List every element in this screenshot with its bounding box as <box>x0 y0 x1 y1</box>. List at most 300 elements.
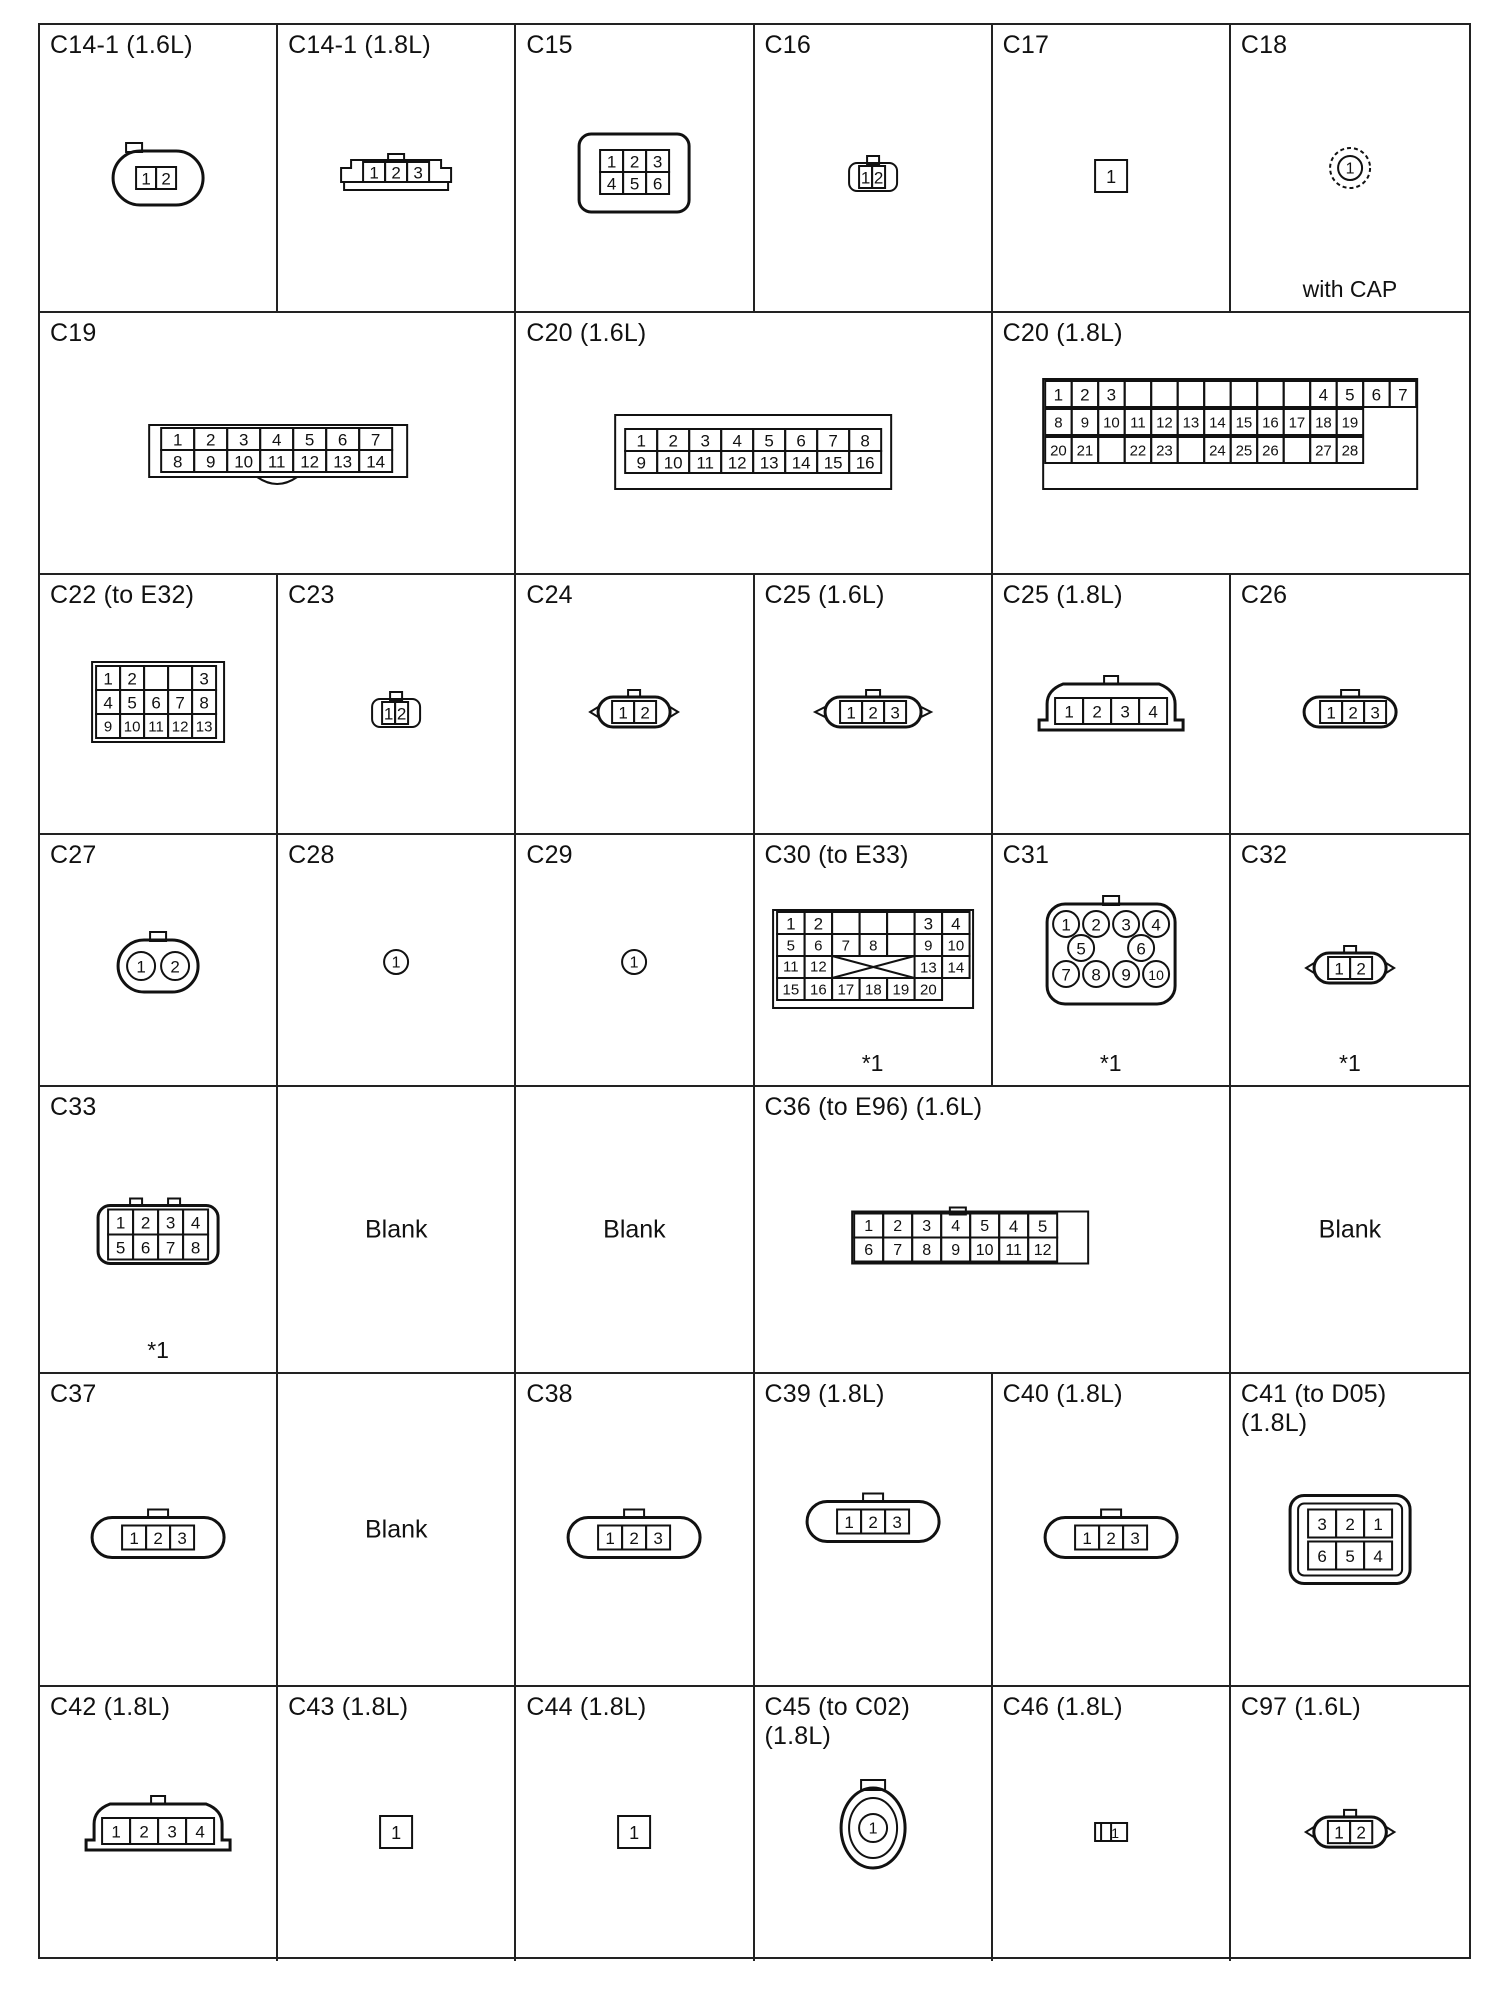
svg-text:6: 6 <box>813 937 823 955</box>
connector-label: C27 <box>50 841 97 869</box>
connector-label: C97 (1.6L) <box>1240 1693 1361 1721</box>
svg-text:13: 13 <box>1182 414 1199 432</box>
svg-text:20: 20 <box>919 981 937 999</box>
svg-text:1: 1 <box>384 704 394 724</box>
svg-text:1: 1 <box>845 703 856 723</box>
connector-label: C44 (1.8L) <box>526 1693 647 1721</box>
svg-text:14: 14 <box>792 453 811 473</box>
connector-diagram-c20-16 <box>516 313 990 573</box>
svg-text:1: 1 <box>1334 959 1344 979</box>
svg-text:11: 11 <box>782 958 799 976</box>
svg-text:5: 5 <box>304 430 315 450</box>
svg-text:19: 19 <box>1341 414 1358 432</box>
svg-text:6: 6 <box>653 174 663 194</box>
svg-text:2: 2 <box>1348 703 1358 723</box>
connector-diagram-c22 <box>40 575 276 833</box>
svg-text:1: 1 <box>391 1823 402 1844</box>
connector-cell-c29 <box>516 835 754 1087</box>
svg-text:4: 4 <box>1373 1547 1383 1566</box>
svg-text:1: 1 <box>1334 1823 1344 1843</box>
connector-diagram-c25-16 <box>755 575 991 833</box>
connector-label: C25 (1.6L) <box>764 581 885 609</box>
svg-text:7: 7 <box>841 937 850 955</box>
svg-text:2: 2 <box>1091 915 1101 935</box>
svg-text:3: 3 <box>1317 1515 1327 1534</box>
connector-cell-c97 <box>1231 1687 1469 1961</box>
svg-text:1: 1 <box>129 1528 139 1548</box>
svg-text:2: 2 <box>1106 1529 1116 1548</box>
svg-text:6: 6 <box>1136 939 1146 959</box>
connector-label: C16 <box>764 31 811 59</box>
connector-cell-c28 <box>278 835 516 1087</box>
connector-label: C41 (to D05) (1.8L) <box>1240 1380 1387 1437</box>
svg-text:3: 3 <box>891 1513 902 1533</box>
connector-diagram-c38 <box>516 1374 752 1685</box>
svg-text:6: 6 <box>151 693 161 713</box>
svg-text:1: 1 <box>1110 1825 1119 1842</box>
svg-text:1: 1 <box>785 914 796 934</box>
svg-text:15: 15 <box>824 453 843 473</box>
svg-text:1: 1 <box>618 703 629 723</box>
svg-text:4: 4 <box>732 431 743 451</box>
svg-text:2: 2 <box>1345 1515 1355 1534</box>
svg-text:9: 9 <box>205 452 216 472</box>
connector-diagram-c45 <box>755 1687 991 1961</box>
svg-text:5: 5 <box>1076 939 1086 959</box>
svg-text:4: 4 <box>1008 1217 1018 1236</box>
svg-text:1: 1 <box>369 163 379 183</box>
svg-text:2: 2 <box>153 1528 163 1548</box>
svg-text:19: 19 <box>891 981 909 999</box>
svg-text:10: 10 <box>1102 414 1120 432</box>
svg-text:2: 2 <box>139 1822 149 1842</box>
svg-text:3: 3 <box>165 1213 176 1233</box>
svg-text:5: 5 <box>979 1218 989 1235</box>
svg-text:10: 10 <box>234 452 254 472</box>
svg-text:11: 11 <box>1129 414 1146 432</box>
svg-text:2: 2 <box>892 1218 902 1235</box>
connector-cell-c42 <box>40 1687 278 1961</box>
svg-text:13: 13 <box>333 452 353 472</box>
svg-text:8: 8 <box>172 452 183 472</box>
svg-text:12: 12 <box>1155 414 1173 432</box>
svg-text:10: 10 <box>664 453 683 473</box>
svg-text:4: 4 <box>103 693 113 713</box>
svg-text:7: 7 <box>175 693 185 713</box>
connector-label: C26 <box>1240 581 1288 609</box>
svg-text:1: 1 <box>629 954 639 972</box>
connector-diagram-c18 <box>1231 25 1469 311</box>
svg-text:2: 2 <box>867 703 878 723</box>
svg-text:2: 2 <box>668 431 679 451</box>
svg-text:3: 3 <box>199 669 209 689</box>
svg-text:5: 5 <box>764 431 775 451</box>
svg-text:2: 2 <box>867 1513 878 1533</box>
svg-text:1: 1 <box>1326 703 1336 723</box>
connector-note: *1 <box>1099 1050 1122 1076</box>
svg-text:25: 25 <box>1235 442 1252 460</box>
svg-text:9: 9 <box>1080 414 1089 432</box>
connector-diagram-c29 <box>516 835 752 1085</box>
svg-text:3: 3 <box>238 430 249 450</box>
connector-cell-c15 <box>516 25 754 313</box>
connector-diagram-c41 <box>1231 1374 1469 1685</box>
svg-text:2: 2 <box>161 169 171 189</box>
connector-label: C20 (1.8L) <box>1002 319 1123 347</box>
svg-text:2: 2 <box>140 1213 151 1233</box>
svg-text:3: 3 <box>413 163 423 183</box>
connector-label: C28 <box>288 841 335 869</box>
svg-text:9: 9 <box>1121 965 1131 985</box>
connector-cell-c14-1-16 <box>40 25 278 313</box>
svg-text:15: 15 <box>1235 414 1252 432</box>
svg-text:4: 4 <box>1318 385 1328 405</box>
svg-text:8: 8 <box>1091 965 1101 985</box>
svg-text:27: 27 <box>1314 442 1332 460</box>
connector-label: C20 (1.6L) <box>526 319 647 347</box>
connector-cell-c20-16 <box>516 313 992 575</box>
svg-text:9: 9 <box>923 937 932 955</box>
svg-text:4: 4 <box>190 1213 201 1233</box>
connector-diagram-c23 <box>278 575 514 833</box>
svg-text:16: 16 <box>856 453 875 473</box>
connector-label: C17 <box>1002 31 1050 59</box>
svg-text:10: 10 <box>946 937 964 955</box>
connector-diagram-c28 <box>278 835 514 1085</box>
connector-cell-c22 <box>40 575 278 835</box>
svg-text:22: 22 <box>1129 442 1146 460</box>
connector-diagram-c14-1-18 <box>278 25 514 311</box>
svg-text:3: 3 <box>167 1822 177 1842</box>
connector-diagram-c24 <box>516 575 752 833</box>
svg-text:1: 1 <box>1345 160 1355 178</box>
svg-text:13: 13 <box>195 718 213 736</box>
svg-text:6: 6 <box>337 430 348 450</box>
connector-diagram-c43 <box>278 1687 514 1961</box>
connector-label: C39 (1.8L) <box>764 1380 885 1408</box>
svg-text:2: 2 <box>205 430 216 450</box>
connector-cell-c25-16 <box>755 575 993 835</box>
connector-diagram-c25-18 <box>993 575 1229 833</box>
connector-label: C19 <box>50 319 97 347</box>
connector-diagram-c20-18 <box>993 313 1469 573</box>
svg-text:3: 3 <box>1130 1529 1140 1548</box>
svg-text:2: 2 <box>813 914 823 934</box>
connector-cell-c36 <box>755 1087 1231 1374</box>
connector-cell-blank-2 <box>516 1087 754 1374</box>
connector-label: C14-1 (1.8L) <box>288 31 431 59</box>
blank-label: Blank <box>364 1515 428 1543</box>
connector-cell-c46 <box>993 1687 1231 1961</box>
svg-text:1: 1 <box>111 1822 121 1842</box>
svg-text:4: 4 <box>950 914 961 934</box>
svg-text:6: 6 <box>863 1241 873 1259</box>
svg-text:15: 15 <box>781 981 799 999</box>
svg-text:20: 20 <box>1049 442 1067 460</box>
svg-text:14: 14 <box>1208 414 1226 432</box>
svg-text:4: 4 <box>271 430 282 450</box>
connector-diagram-c19 <box>40 313 514 573</box>
svg-text:1: 1 <box>1053 385 1063 405</box>
svg-text:10: 10 <box>975 1241 994 1259</box>
connector-cell-c30 <box>755 835 993 1087</box>
connector-cell-c43 <box>278 1687 516 1961</box>
svg-text:2: 2 <box>629 1529 640 1548</box>
svg-text:2: 2 <box>397 704 407 724</box>
connector-diagram-c42 <box>40 1687 276 1961</box>
connector-grid <box>38 23 1471 1959</box>
svg-text:8: 8 <box>860 431 871 451</box>
svg-text:1: 1 <box>607 152 617 172</box>
svg-text:5: 5 <box>115 1238 126 1258</box>
connector-label: C40 (1.8L) <box>1002 1380 1123 1408</box>
svg-text:23: 23 <box>1155 442 1173 460</box>
svg-text:6: 6 <box>1371 385 1381 405</box>
svg-text:11: 11 <box>1004 1241 1022 1259</box>
svg-text:11: 11 <box>696 453 715 473</box>
connector-diagram-c32 <box>1231 835 1469 1085</box>
svg-text:1: 1 <box>1105 167 1116 187</box>
svg-text:6: 6 <box>1317 1547 1327 1566</box>
svg-text:9: 9 <box>103 718 113 736</box>
connector-note: *1 <box>147 1337 169 1363</box>
svg-text:14: 14 <box>946 959 964 977</box>
svg-text:1: 1 <box>1064 702 1074 722</box>
connector-diagram-c37 <box>40 1374 276 1685</box>
connector-note: with CAP <box>1302 276 1398 302</box>
svg-text:6: 6 <box>140 1238 151 1258</box>
svg-text:2: 2 <box>640 703 651 723</box>
svg-text:16: 16 <box>1261 414 1279 432</box>
connector-cell-c37 <box>40 1374 278 1687</box>
svg-text:4: 4 <box>950 1218 960 1235</box>
connector-label: C23 <box>288 581 335 609</box>
svg-text:2: 2 <box>127 669 137 689</box>
connector-diagram-c97 <box>1231 1687 1469 1961</box>
svg-text:13: 13 <box>760 453 779 473</box>
blank-label: Blank <box>1318 1215 1382 1243</box>
connector-label: C31 <box>1002 841 1050 869</box>
svg-text:17: 17 <box>836 981 854 999</box>
connector-cell-c32 <box>1231 835 1469 1087</box>
connector-label: C24 <box>526 581 573 609</box>
svg-text:16: 16 <box>809 981 827 999</box>
connector-label: C37 <box>50 1380 97 1408</box>
connector-label: C33 <box>50 1093 97 1121</box>
svg-text:21: 21 <box>1076 442 1093 460</box>
connector-note: *1 <box>1339 1050 1361 1076</box>
connector-note: *1 <box>861 1050 884 1076</box>
svg-text:1: 1 <box>605 1529 616 1548</box>
svg-text:1: 1 <box>136 957 146 977</box>
connector-cell-c38 <box>516 1374 754 1687</box>
svg-text:1: 1 <box>868 1820 878 1838</box>
connector-diagram-c14-1-16 <box>40 25 276 311</box>
blank-label: Blank <box>603 1215 666 1243</box>
connector-label: C15 <box>526 31 573 59</box>
connector-label: C25 (1.8L) <box>1002 581 1123 609</box>
connector-diagram-c17 <box>993 25 1229 311</box>
svg-text:5: 5 <box>127 693 137 713</box>
connector-diagram-c39 <box>755 1374 991 1685</box>
svg-text:17: 17 <box>1288 414 1305 432</box>
svg-text:1: 1 <box>1082 1529 1092 1548</box>
svg-text:4: 4 <box>1151 915 1161 935</box>
svg-text:2: 2 <box>1356 959 1366 979</box>
connector-cell-blank-3 <box>1231 1087 1469 1374</box>
svg-text:18: 18 <box>864 981 882 999</box>
connector-diagram-c44 <box>516 1687 752 1961</box>
connector-label: C32 <box>1240 841 1288 869</box>
connector-cell-c39 <box>755 1374 993 1687</box>
svg-text:12: 12 <box>1033 1241 1052 1259</box>
svg-text:3: 3 <box>177 1528 187 1548</box>
svg-text:3: 3 <box>1120 702 1130 722</box>
svg-text:3: 3 <box>921 1218 931 1235</box>
svg-text:14: 14 <box>366 452 386 472</box>
svg-text:1: 1 <box>636 431 647 451</box>
connector-diagram-c46 <box>993 1687 1229 1961</box>
connector-diagram-c26 <box>1231 575 1469 833</box>
connector-cell-c45 <box>755 1687 993 1961</box>
svg-text:24: 24 <box>1208 442 1226 460</box>
svg-text:1: 1 <box>391 954 401 972</box>
connector-diagram-c27 <box>40 835 276 1085</box>
svg-text:2: 2 <box>873 168 883 188</box>
connector-cell-c17 <box>993 25 1231 313</box>
svg-text:4: 4 <box>195 1822 205 1842</box>
svg-text:7: 7 <box>370 430 381 450</box>
connector-label: C18 <box>1240 31 1288 59</box>
svg-text:12: 12 <box>300 452 320 472</box>
connector-cell-c27 <box>40 835 278 1087</box>
svg-text:28: 28 <box>1341 442 1358 460</box>
svg-text:3: 3 <box>889 703 900 723</box>
svg-text:1: 1 <box>172 430 183 450</box>
connector-label: C42 (1.8L) <box>50 1693 171 1721</box>
connector-cell-c14-1-18 <box>278 25 516 313</box>
svg-text:1: 1 <box>863 1218 873 1235</box>
svg-text:2: 2 <box>391 163 401 183</box>
connector-cell-c26 <box>1231 575 1469 835</box>
connector-diagram-c31 <box>993 835 1229 1085</box>
svg-text:3: 3 <box>1106 385 1116 405</box>
connector-label: C36 (to E96) (1.6L) <box>764 1093 983 1121</box>
svg-text:7: 7 <box>1061 965 1071 985</box>
svg-text:2: 2 <box>170 957 180 977</box>
svg-text:1: 1 <box>1061 915 1071 935</box>
svg-text:3: 3 <box>653 152 663 172</box>
connector-diagram-c30 <box>755 835 991 1085</box>
connector-diagram-c33 <box>40 1087 276 1372</box>
svg-text:5: 5 <box>1345 1547 1355 1566</box>
connector-label: C45 (to C02) (1.8L) <box>764 1693 911 1750</box>
svg-text:8: 8 <box>199 693 209 713</box>
svg-text:11: 11 <box>267 452 286 472</box>
svg-text:12: 12 <box>728 453 747 473</box>
svg-text:6: 6 <box>796 431 807 451</box>
svg-text:1: 1 <box>629 1823 640 1844</box>
connector-label: C38 <box>526 1380 573 1408</box>
connector-diagram-c16 <box>755 25 991 311</box>
svg-text:7: 7 <box>165 1238 176 1258</box>
connector-cell-c40 <box>993 1374 1231 1687</box>
svg-text:8: 8 <box>190 1238 201 1258</box>
connector-label: C29 <box>526 841 573 869</box>
connector-cell-c31 <box>993 835 1231 1087</box>
svg-text:5: 5 <box>1344 385 1355 405</box>
connector-label: C43 (1.8L) <box>288 1693 409 1721</box>
svg-text:12: 12 <box>809 958 827 976</box>
connector-cell-c19 <box>40 313 516 575</box>
svg-text:1: 1 <box>115 1213 126 1233</box>
svg-text:13: 13 <box>919 959 937 977</box>
svg-text:7: 7 <box>892 1241 902 1259</box>
connector-cell-c18 <box>1231 25 1469 313</box>
svg-text:18: 18 <box>1314 414 1332 432</box>
svg-text:7: 7 <box>828 431 839 451</box>
svg-text:10: 10 <box>123 718 141 736</box>
connector-cell-c25-18 <box>993 575 1231 835</box>
svg-text:2: 2 <box>1092 702 1102 722</box>
svg-text:5: 5 <box>1037 1217 1047 1236</box>
connector-cell-c41 <box>1231 1374 1469 1687</box>
connector-cell-c20-18 <box>993 313 1469 575</box>
svg-text:3: 3 <box>923 914 933 934</box>
svg-text:10: 10 <box>1147 967 1164 983</box>
svg-text:8: 8 <box>1053 414 1063 432</box>
connector-cell-blank-4 <box>278 1374 516 1687</box>
svg-text:1: 1 <box>103 669 113 689</box>
svg-text:1: 1 <box>1373 1515 1383 1534</box>
svg-text:26: 26 <box>1261 442 1279 460</box>
svg-text:12: 12 <box>171 718 189 736</box>
blank-label: Blank <box>364 1215 428 1243</box>
svg-text:4: 4 <box>1148 702 1158 722</box>
connector-cell-c23 <box>278 575 516 835</box>
connector-cell-c16 <box>755 25 993 313</box>
svg-text:1: 1 <box>860 168 870 188</box>
connector-diagram-c40 <box>993 1374 1229 1685</box>
svg-text:3: 3 <box>1121 915 1131 935</box>
svg-text:3: 3 <box>1370 703 1380 723</box>
connector-cell-blank-1 <box>278 1087 516 1374</box>
svg-text:2: 2 <box>1079 385 1090 405</box>
svg-text:7: 7 <box>1397 385 1408 405</box>
connector-cell-c24 <box>516 575 754 835</box>
svg-text:8: 8 <box>921 1241 931 1259</box>
svg-text:5: 5 <box>630 174 640 194</box>
connector-cell-c44 <box>516 1687 754 1961</box>
svg-text:3: 3 <box>700 431 711 451</box>
svg-text:9: 9 <box>636 453 647 473</box>
svg-text:4: 4 <box>607 174 617 194</box>
connector-diagram-c15 <box>516 25 752 311</box>
connector-label: C30 (to E33) <box>764 841 909 869</box>
connector-label: C46 (1.8L) <box>1002 1693 1123 1721</box>
svg-text:2: 2 <box>1356 1823 1366 1843</box>
connector-label: C22 (to E32) <box>50 581 195 609</box>
svg-text:11: 11 <box>148 718 164 736</box>
connector-diagram-c36 <box>755 1087 1229 1372</box>
connector-cell-c33 <box>40 1087 278 1374</box>
svg-text:8: 8 <box>868 937 877 955</box>
svg-text:3: 3 <box>653 1529 664 1548</box>
svg-text:1: 1 <box>843 1513 854 1533</box>
svg-text:2: 2 <box>630 152 640 172</box>
svg-text:9: 9 <box>950 1241 960 1259</box>
connector-label: C14-1 (1.6L) <box>50 31 193 59</box>
